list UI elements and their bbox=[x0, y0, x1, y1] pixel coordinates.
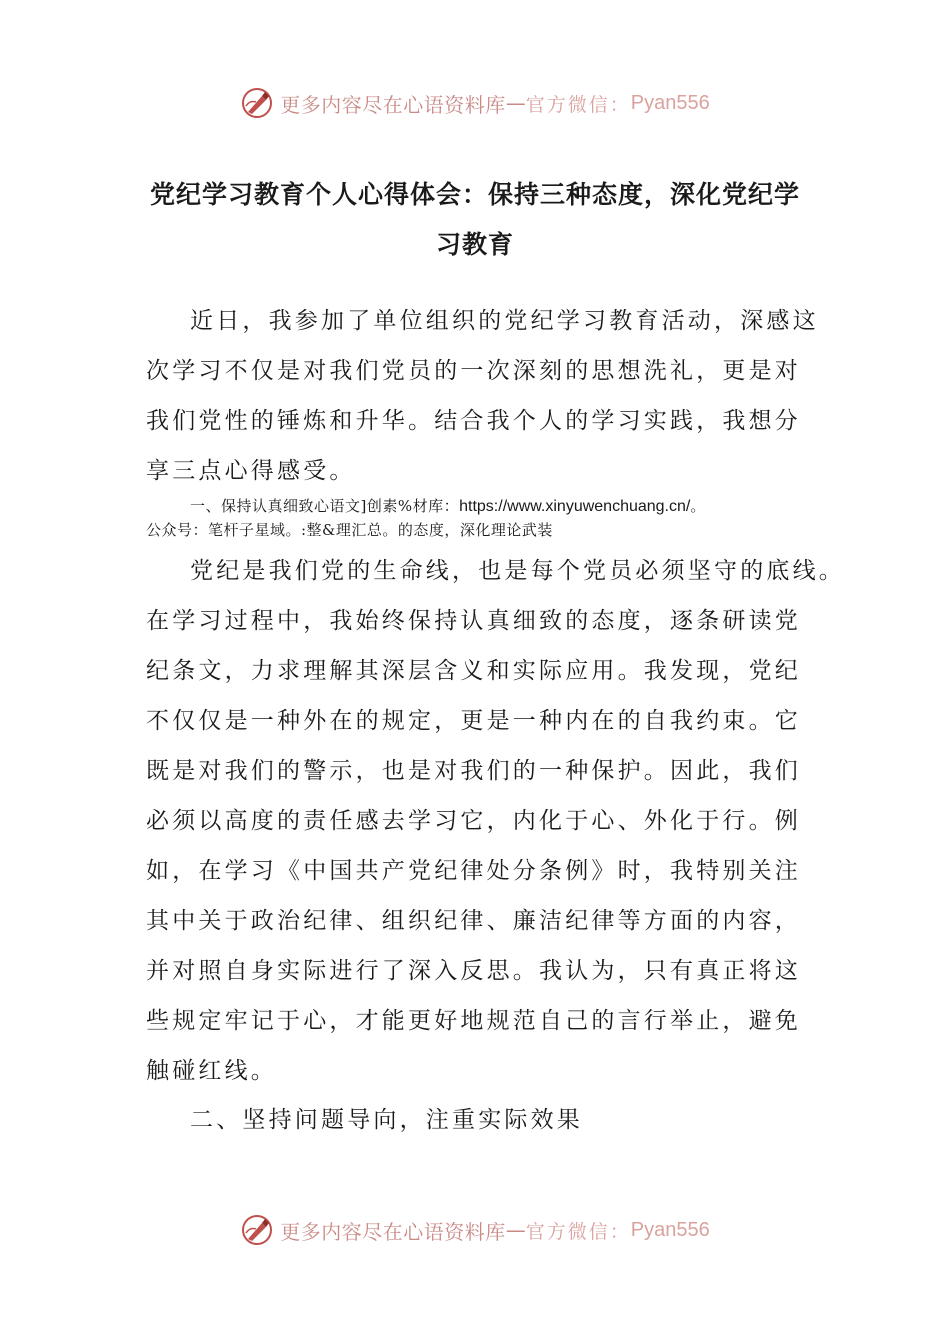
banner-wechat-id: Pyan556 bbox=[630, 1218, 710, 1241]
section1-heading-url: https://www.xinyuwenchuang.cn/ bbox=[459, 498, 691, 515]
footer-banner bbox=[0, 1205, 950, 1255]
intro-line: 次学习不仅是对我们党员的一次深刻的思想洗礼，更是对 bbox=[146, 358, 801, 384]
banner-site-text: 更多内容尽在心语资料库 bbox=[280, 1219, 506, 1244]
section1-body-line: 其中关于政治纪律、组织纪律、廉洁纪律等方面的内容， bbox=[146, 908, 801, 934]
banner-dash: — bbox=[505, 91, 526, 115]
section1-body-line: 触碰红线。 bbox=[146, 1058, 277, 1084]
section1-body-line: 如，在学习《中国共产党纪律处分条例》时，我特别关注 bbox=[146, 858, 801, 884]
pen-nib-logo-icon bbox=[240, 1213, 274, 1247]
section1-body-line: 既是对我们的警示，也是对我们的一种保护。因此，我们 bbox=[146, 758, 801, 784]
page-title-line2: 习教育 bbox=[435, 230, 514, 259]
section1-body-line: 党纪是我们党的生命线，也是每个党员必须坚守的底线。 bbox=[190, 558, 845, 584]
intro-line: 享三点心得感受。 bbox=[146, 458, 356, 484]
section1-heading-line2: 公众号：笔杆子星域。:整&理汇总。的态度，深化理论武装 bbox=[146, 521, 553, 539]
intro-line: 我们党性的锤炼和升华。结合我个人的学习实践，我想分 bbox=[146, 408, 801, 434]
banner-wechat-label: 官方微信： bbox=[525, 1220, 631, 1243]
header-banner bbox=[0, 78, 950, 128]
banner-dash: — bbox=[505, 1218, 526, 1242]
section1-body-line: 必须以高度的责任感去学习它，内化于心、外化于行。例 bbox=[146, 808, 801, 834]
section1-body-line: 纪条文，力求理解其深层含义和实际应用。我发现，党纪 bbox=[146, 658, 801, 684]
banner-wechat-label: 官方微信： bbox=[525, 93, 631, 116]
section1-heading-line1 bbox=[190, 495, 706, 518]
section1-body-line: 些规定牢记于心，才能更好地规范自己的言行举止，避免 bbox=[146, 1008, 801, 1034]
banner-wechat-id: Pyan556 bbox=[630, 91, 710, 114]
section1-body-line: 在学习过程中，我始终保持认真细致的态度，逐条研读党 bbox=[146, 608, 801, 634]
section1-heading-prefix: 一、保持认真细致心语文]创素%材库： bbox=[190, 497, 460, 515]
banner-site-text: 更多内容尽在心语资料库 bbox=[280, 92, 506, 117]
intro-line: 近日，我参加了单位组织的党纪学习教育活动，深感这 bbox=[190, 308, 819, 334]
section1-body-line: 不仅仅是一种外在的规定，更是一种内在的自我约束。它 bbox=[146, 708, 801, 734]
section1-body-line: 并对照自身实际进行了深入反思。我认为，只有真正将这 bbox=[146, 958, 801, 984]
section1-heading-suffix: 。 bbox=[690, 497, 706, 515]
section2-heading: 二、坚持问题导向，注重实际效果 bbox=[190, 1107, 583, 1133]
pen-nib-logo-icon bbox=[240, 86, 274, 120]
page-title-line1: 党纪学习教育个人心得体会：保持三种态度，深化党纪学 bbox=[149, 180, 800, 209]
